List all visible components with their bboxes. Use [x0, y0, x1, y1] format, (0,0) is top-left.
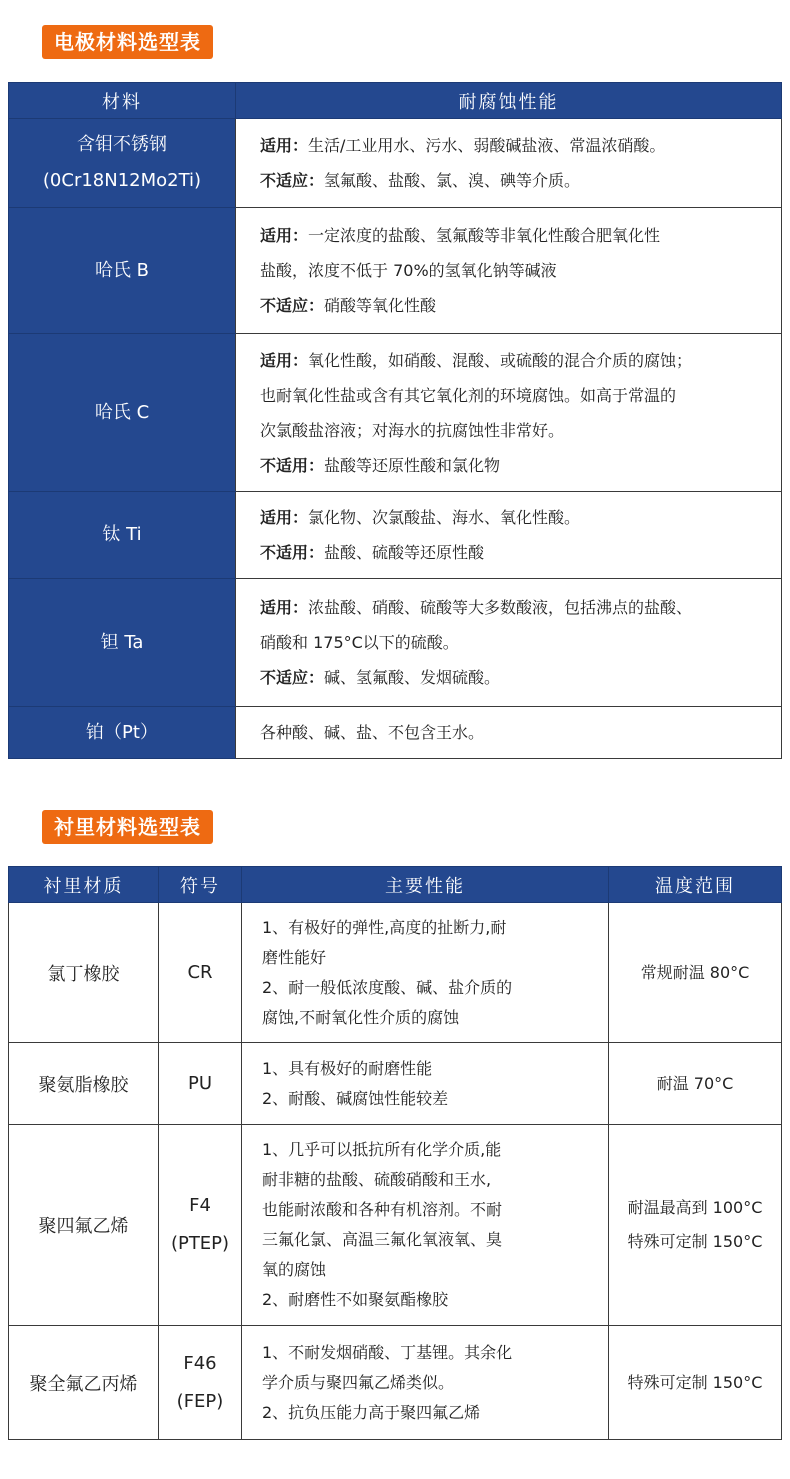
performance-line: 耐非糖的盐酸、硫酸硝酸和王水, [262, 1170, 492, 1189]
symbol-line: (FEP) [176, 1390, 224, 1412]
table-row [9, 208, 782, 334]
performance-line [260, 625, 773, 660]
lining-name-cell: 聚全氟乙丙烯 [9, 1326, 159, 1440]
line-text: 各种酸、碱、盐、不包含王水。 [260, 723, 485, 742]
table-row [9, 579, 782, 707]
lining-section-title: 衬里材料选型表 [42, 810, 213, 844]
line-label: 不适应： [260, 668, 325, 687]
temperature-cell [609, 1326, 782, 1440]
line-label: 不适用： [260, 455, 325, 475]
line-label: 不适用： [260, 543, 325, 562]
performance-cell [242, 1043, 609, 1125]
performance-line: 磨性能好 [262, 947, 327, 967]
temperature-line: 耐温最高到 100°C [627, 1198, 763, 1217]
material-name: 钛 Ti [102, 524, 142, 545]
line-text: 一定浓度的盐酸、氢氟酸等非氧化性酸合肥氧化性 [308, 226, 661, 245]
temperature-cell [609, 1125, 782, 1326]
line-label: 适用： [260, 226, 309, 245]
performance-cell [236, 707, 782, 759]
table-row [9, 707, 782, 759]
table-row [9, 1326, 782, 1440]
performance-line [260, 288, 773, 323]
performance-line: 三氟化氯、高温三氟化氧液氧、臭 [262, 1230, 503, 1249]
performance-line: 2、耐一般低浓度酸、碱、盐介质的 [262, 977, 513, 997]
performance-line [260, 500, 773, 535]
performance-cell [236, 579, 782, 707]
line-text: 浓盐酸、硝酸、硫酸等大多数酸液，包括沸点的盐酸、 [308, 598, 693, 617]
performance-cell [236, 119, 782, 208]
performance-cell [236, 492, 782, 579]
table-header-row [9, 83, 782, 119]
performance-line: 1、不耐发烟硝酸、丁基锂。其余化 [262, 1342, 513, 1362]
performance-line: 2、抗负压能力高于聚四氟乙烯 [262, 1402, 481, 1422]
symbol-line: F46 [183, 1352, 217, 1374]
material-cell [9, 208, 236, 334]
material-cell [9, 334, 236, 492]
material-name: 哈氏 C [94, 401, 150, 423]
performance-line [260, 128, 773, 163]
electrode-material-table [8, 82, 782, 759]
symbol-line: F4 [189, 1195, 211, 1216]
symbol-cell [159, 1326, 242, 1440]
performance-line: 氧的腐蚀 [262, 1260, 327, 1279]
performance-line [260, 715, 773, 750]
line-text: 盐酸、硫酸等还原性酸 [324, 543, 485, 562]
lining-name-cell: 聚氨脂橡胶 [9, 1043, 159, 1125]
line-text: 氢氟酸、盐酸、氯、溴、碘等介质。 [324, 171, 581, 190]
table-header-row [9, 867, 782, 903]
performance-line [260, 413, 773, 448]
lining-name-cell: 氯丁橡胶 [9, 903, 159, 1043]
temperature-line: 耐温 70°C [656, 1073, 734, 1093]
line-label: 不适应： [260, 171, 325, 190]
table-row [9, 1125, 782, 1326]
performance-cell [242, 1326, 609, 1440]
performance-line [260, 535, 773, 570]
performance-line [260, 378, 773, 413]
symbol-line: CR [187, 961, 213, 983]
line-text: 氧化性酸，如硝酸、混酸、或硫酸的混合介质的腐蚀； [308, 350, 693, 370]
line-text: 硝酸等氧化性酸 [324, 296, 437, 315]
table-row [9, 119, 782, 208]
temperature-line: 常规耐温 80°C [640, 962, 750, 982]
performance-line: 学介质与聚四氟乙烯类似。 [262, 1372, 455, 1392]
performance-line: 1、具有极好的耐磨性能 [262, 1058, 433, 1078]
symbol-line: (PTEP) [170, 1233, 230, 1254]
symbol-cell [159, 903, 242, 1043]
performance-cell [242, 1125, 609, 1326]
header-performance: 耐腐蚀性能 [236, 83, 782, 119]
electrode-section-title: 电极材料选型表 [42, 25, 213, 59]
material-cell [9, 119, 236, 208]
header-main-performance: 主要性能 [242, 867, 609, 903]
table-row [9, 492, 782, 579]
performance-cell [242, 903, 609, 1043]
performance-line [260, 163, 773, 198]
line-text: 盐酸，浓度不低于 70%的氢氧化钠等碱液 [260, 261, 557, 280]
performance-line: 1、有极好的弹性,高度的扯断力,耐 [262, 917, 507, 937]
line-label: 适用： [260, 350, 309, 370]
symbol-cell [159, 1043, 242, 1125]
performance-line [260, 448, 773, 483]
lining-name-cell: 聚四氟乙烯 [9, 1125, 159, 1326]
performance-line: 1、几乎可以抵抗所有化学介质,能 [262, 1140, 502, 1159]
line-text: 生活/工业用水、污水、弱酸碱盐液、常温浓硝酸。 [308, 136, 666, 155]
line-text: 碱、氢氟酸、发烟硫酸。 [324, 668, 501, 687]
lining-material-table [8, 866, 782, 1440]
temperature-cell [609, 1043, 782, 1125]
line-label: 适用： [260, 508, 309, 527]
line-label: 不适应： [260, 296, 325, 315]
performance-line [260, 590, 773, 625]
material-name: 含钼不锈钢 [77, 134, 167, 155]
performance-cell [236, 334, 782, 492]
header-temperature-range: 温度范围 [609, 867, 782, 903]
table-row [9, 1043, 782, 1125]
line-text: 硝酸和 175°C以下的硫酸。 [260, 633, 459, 652]
line-label: 适用： [260, 136, 309, 155]
performance-line: 2、耐酸、碱腐蚀性能较差 [262, 1088, 449, 1108]
symbol-cell [159, 1125, 242, 1326]
temperature-line: 特殊可定制 150°C [627, 1372, 763, 1392]
line-text: 盐酸等还原性酸和氯化物 [324, 455, 501, 475]
material-name: 铂（Pt） [86, 721, 158, 743]
line-label: 适用： [260, 598, 309, 617]
performance-line: 腐蚀,不耐氧化性介质的腐蚀 [262, 1007, 460, 1027]
performance-line: 2、耐磨性不如聚氨酯橡胶 [262, 1290, 449, 1309]
material-cell [9, 579, 236, 707]
performance-line [260, 218, 773, 253]
header-symbol: 符号 [159, 867, 242, 903]
line-text: 氯化物、次氯酸盐、海水、氧化性酸。 [308, 508, 581, 527]
table-row [9, 903, 782, 1043]
performance-cell [236, 208, 782, 334]
table-row [9, 334, 782, 492]
symbol-line: PU [187, 1072, 213, 1094]
material-name: 哈氏 B [94, 259, 150, 281]
material-name: 钽 Ta [100, 631, 144, 653]
material-cell [9, 492, 236, 579]
line-text: 也耐氧化性盐或含有其它氧化剂的环境腐蚀。如高于常温的 [260, 385, 677, 405]
performance-line: 也能耐浓酸和各种有机溶剂。不耐 [262, 1200, 503, 1219]
header-lining-material: 衬里材质 [9, 867, 159, 903]
line-text: 次氯酸盐溶液；对海水的抗腐蚀性非常好。 [260, 420, 565, 440]
temperature-cell [609, 903, 782, 1043]
performance-line [260, 660, 773, 695]
material-grade: (0Cr18N12Mo2Ti) [42, 170, 202, 191]
header-material: 材料 [9, 83, 236, 119]
performance-line [260, 253, 773, 288]
temperature-line: 特殊可定制 150°C [627, 1232, 763, 1251]
performance-line [260, 343, 773, 378]
material-cell [9, 707, 236, 759]
